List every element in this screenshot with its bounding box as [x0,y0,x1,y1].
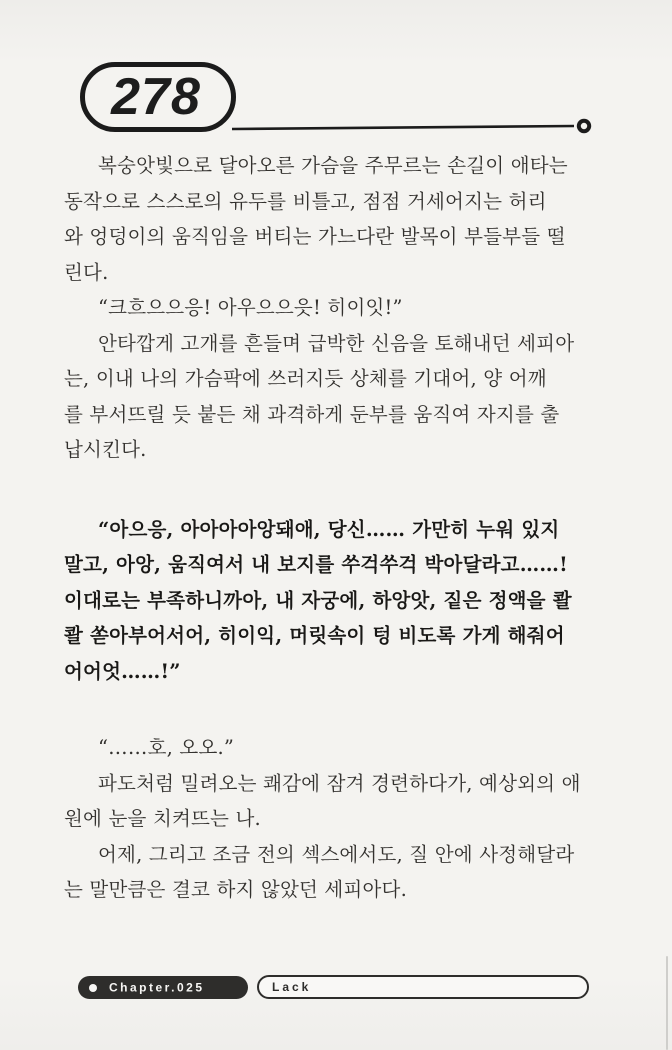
text-line: 콸 쏟아부어서어, 히이익, 머릿속이 텅 비도록 가게 해줘어 [64,624,565,647]
text-line: 안타깝게 고개를 흔들며 급박한 신음을 토해내던 세피아 [98,331,575,355]
page-number: 278 [111,68,201,126]
text-block [64,148,612,908]
text-line: 를 부서뜨릴 듯 붙든 채 과격하게 둔부를 움직여 자지를 출 [64,402,560,426]
paragraph [64,290,612,326]
text-line: 어어엇……!” [64,659,181,683]
paragraph [64,326,612,468]
chapter-label: Chapter.025 [109,980,205,994]
text-line: 이대로는 부족하니까아, 내 자궁에, 하앙앗, 짙은 정액을 콸 [64,588,572,612]
text-line: “아으응, 아아아아앙돼애, 당신…… 가만히 누워 있지 [98,517,560,541]
chapter-badge [78,976,248,999]
series-badge [257,975,589,999]
page-edge-line [666,956,668,1050]
paragraph [64,766,612,837]
text-line: 동작으로 스스로의 유두를 비틀고, 점점 거세어지는 허리 [64,189,547,213]
bullet-dot-icon [89,984,97,992]
text-line: 는 말만큼은 결코 하지 않았던 세피아다. [64,878,407,901]
text-line: 어제, 그리고 조금 전의 섹스에서도, 질 안에 사정해달라 [98,842,575,866]
text-line: 린다. [64,260,109,284]
line-end-ring-icon [579,121,589,131]
text-line: 원에 눈을 치켜뜨는 나. [64,807,261,830]
paragraph [64,837,612,908]
text-line: 복숭앗빛으로 달아오른 가슴을 주무르는 손길이 애타는 [98,154,568,177]
paragraph [64,148,612,290]
text-line: 납시킨다. [64,438,147,461]
text-line: 는, 이내 나의 가슴팍에 쓰러지듯 상체를 기대어, 양 어깨 [64,367,547,390]
paragraph [64,730,612,766]
series-label: Lack [272,980,312,994]
text-line: 파도처럼 밀려오는 쾌감에 잠겨 경련하다가, 예상외의 애 [98,771,581,795]
text-line: 말고, 아앙, 움직여서 내 보지를 쑤걱쑤걱 박아달라고……! [64,553,568,576]
text-line: 와 엉덩이의 움직임을 버티는 가느다란 발목이 부들부들 떨 [64,225,566,248]
text-line: “……호, 오오.” [98,736,235,759]
paragraph [64,512,612,690]
page-number-badge [80,62,236,132]
text-line: “크흐으으응! 아우으으읏! 히이잇!” [98,296,403,319]
